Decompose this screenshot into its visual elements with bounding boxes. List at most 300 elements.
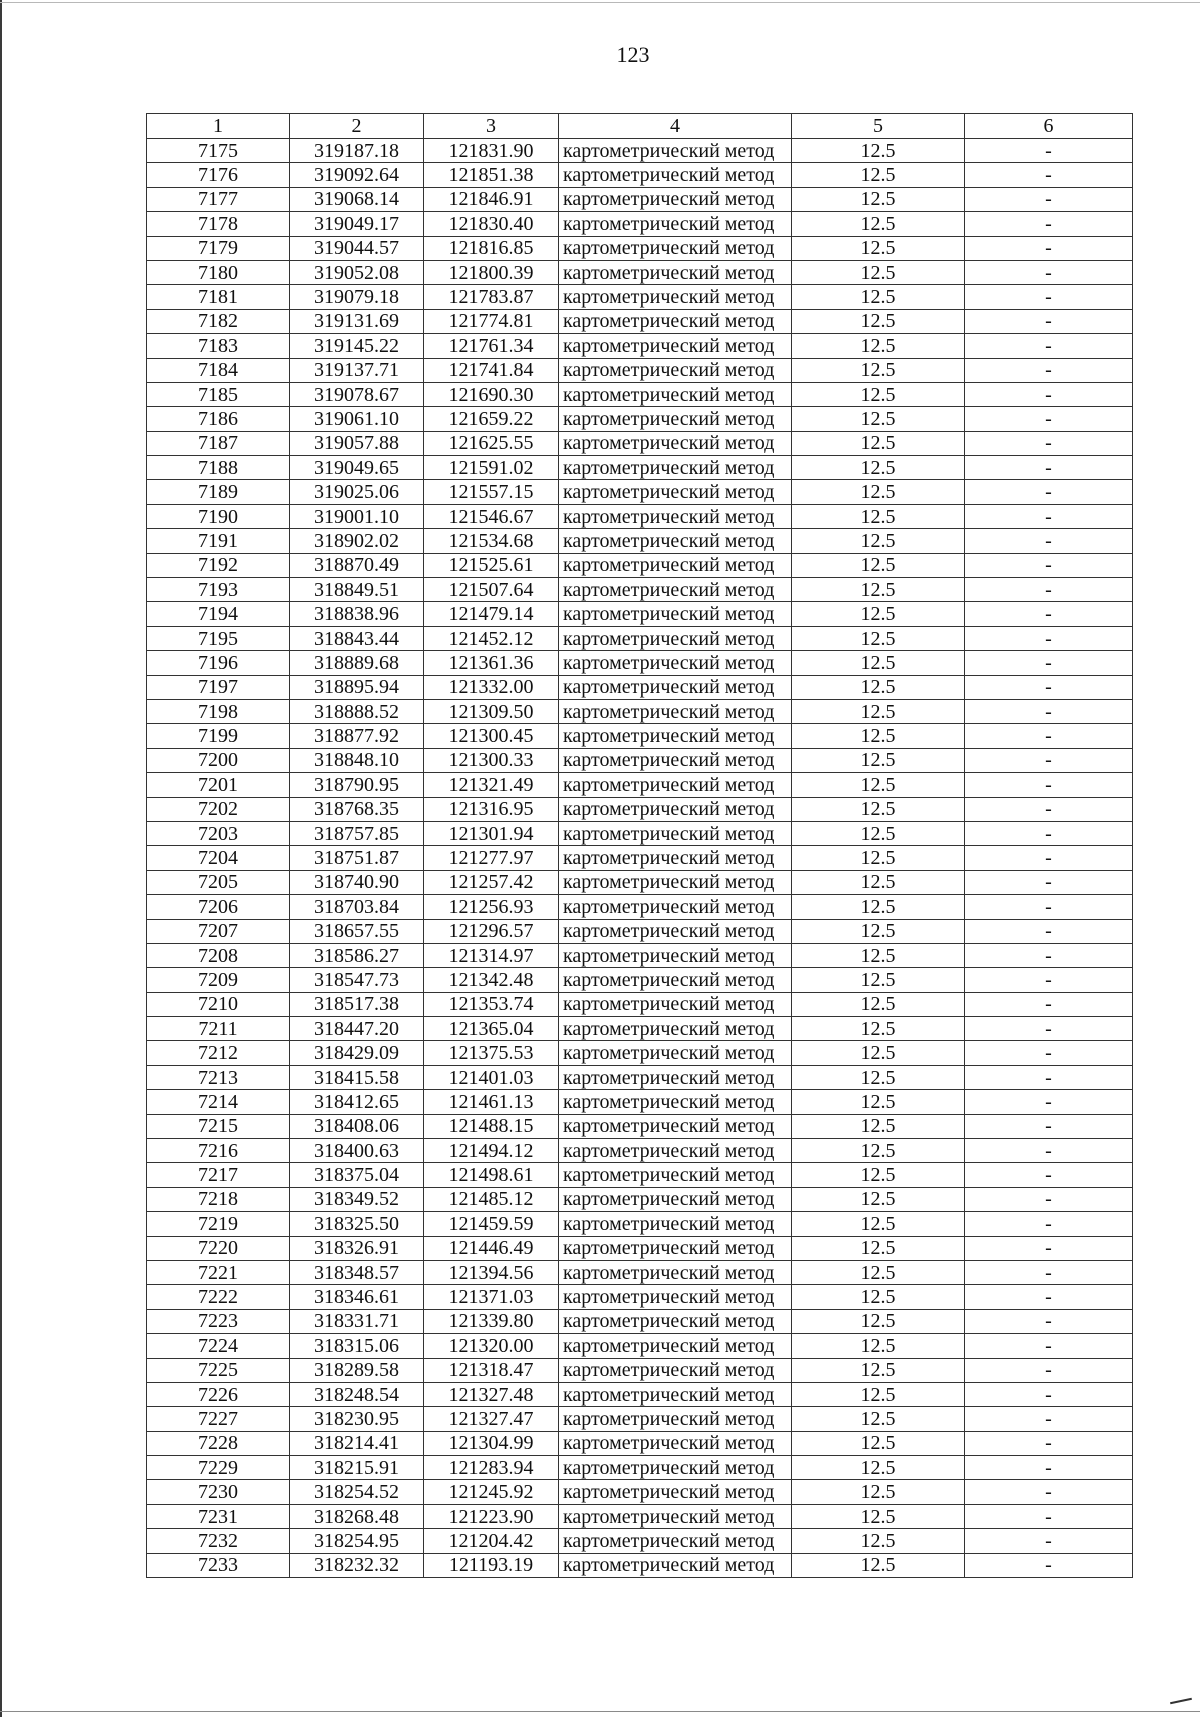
cell-description: - (965, 1212, 1133, 1236)
cell-point-number: 7185 (147, 382, 290, 406)
cell-point-number: 7230 (147, 1480, 290, 1504)
header-col-3: 3 (424, 114, 559, 139)
cell-description: - (965, 1187, 1133, 1211)
table-row (147, 358, 1133, 382)
table-row (147, 1309, 1133, 1333)
cell-accuracy: 12.5 (792, 1407, 965, 1431)
page-number: 123 (616, 42, 650, 67)
cell-method: картометрический метод (559, 1041, 792, 1065)
table-row (147, 1114, 1133, 1138)
cell-y-coordinate: 121371.03 (424, 1285, 559, 1309)
cell-y-coordinate: 121277.97 (424, 846, 559, 870)
cell-method: картометрический метод (559, 1431, 792, 1455)
cell-y-coordinate: 121851.38 (424, 163, 559, 187)
cell-description: - (965, 1407, 1133, 1431)
cell-method: картометрический метод (559, 309, 792, 333)
cell-method: картометрический метод (559, 748, 792, 772)
cell-x-coordinate: 318325.50 (290, 1212, 424, 1236)
cell-y-coordinate: 121690.30 (424, 382, 559, 406)
table-row (147, 212, 1133, 236)
cell-point-number: 7180 (147, 260, 290, 284)
cell-accuracy: 12.5 (792, 1480, 965, 1504)
cell-x-coordinate: 319057.88 (290, 431, 424, 455)
cell-point-number: 7200 (147, 748, 290, 772)
cell-method: картометрический метод (559, 236, 792, 260)
cell-point-number: 7232 (147, 1529, 290, 1553)
cell-accuracy: 12.5 (792, 529, 965, 553)
cell-method: картометрический метод (559, 1090, 792, 1114)
cell-method: картометрический метод (559, 1334, 792, 1358)
cell-accuracy: 12.5 (792, 334, 965, 358)
cell-y-coordinate: 121783.87 (424, 285, 559, 309)
cell-accuracy: 12.5 (792, 1260, 965, 1284)
table-row (147, 992, 1133, 1016)
table-row (147, 1212, 1133, 1236)
cell-y-coordinate: 121245.92 (424, 1480, 559, 1504)
cell-accuracy: 12.5 (792, 260, 965, 284)
cell-accuracy: 12.5 (792, 358, 965, 382)
cell-y-coordinate: 121283.94 (424, 1456, 559, 1480)
cell-x-coordinate: 318740.90 (290, 870, 424, 894)
table-row (147, 968, 1133, 992)
cell-x-coordinate: 318289.58 (290, 1358, 424, 1382)
cell-point-number: 7205 (147, 870, 290, 894)
cell-accuracy: 12.5 (792, 895, 965, 919)
cell-description: - (965, 870, 1133, 894)
cell-x-coordinate: 319049.17 (290, 212, 424, 236)
cell-x-coordinate: 319078.67 (290, 382, 424, 406)
cell-point-number: 7217 (147, 1163, 290, 1187)
cell-method: картометрический метод (559, 553, 792, 577)
cell-point-number: 7209 (147, 968, 290, 992)
cell-accuracy: 12.5 (792, 1529, 965, 1553)
cell-method: картометрический метод (559, 578, 792, 602)
cell-y-coordinate: 121625.55 (424, 431, 559, 455)
cell-accuracy: 12.5 (792, 626, 965, 650)
cell-description: - (965, 1456, 1133, 1480)
cell-x-coordinate: 318517.38 (290, 992, 424, 1016)
cell-description: - (965, 1139, 1133, 1163)
cell-method: картометрический метод (559, 407, 792, 431)
cell-x-coordinate: 318843.44 (290, 626, 424, 650)
cell-method: картометрический метод (559, 821, 792, 845)
cell-accuracy: 12.5 (792, 578, 965, 602)
table-row (147, 895, 1133, 919)
cell-point-number: 7195 (147, 626, 290, 650)
table-row (147, 675, 1133, 699)
cell-accuracy: 12.5 (792, 456, 965, 480)
cell-method: картометрический метод (559, 1114, 792, 1138)
cell-method: картометрический метод (559, 504, 792, 528)
header-col-1: 1 (147, 114, 290, 139)
cell-x-coordinate: 318889.68 (290, 651, 424, 675)
cell-x-coordinate: 318254.95 (290, 1529, 424, 1553)
cell-description: - (965, 1334, 1133, 1358)
cell-point-number: 7227 (147, 1407, 290, 1431)
table-row (147, 187, 1133, 211)
table-row (147, 1431, 1133, 1455)
cell-accuracy: 12.5 (792, 1017, 965, 1041)
cell-accuracy: 12.5 (792, 1041, 965, 1065)
cell-y-coordinate: 121488.15 (424, 1114, 559, 1138)
cell-accuracy: 12.5 (792, 1090, 965, 1114)
table-row (147, 1358, 1133, 1382)
cell-method: картометрический метод (559, 187, 792, 211)
cell-x-coordinate: 319044.57 (290, 236, 424, 260)
cell-point-number: 7233 (147, 1553, 290, 1577)
cell-x-coordinate: 318408.06 (290, 1114, 424, 1138)
cell-x-coordinate: 318415.58 (290, 1065, 424, 1089)
cell-accuracy: 12.5 (792, 1334, 965, 1358)
cell-accuracy: 12.5 (792, 187, 965, 211)
cell-accuracy: 12.5 (792, 163, 965, 187)
cell-y-coordinate: 121327.47 (424, 1407, 559, 1431)
cell-method: картометрический метод (559, 870, 792, 894)
cell-description: - (965, 1504, 1133, 1528)
cell-method: картометрический метод (559, 992, 792, 1016)
cell-method: картометрический метод (559, 943, 792, 967)
cell-point-number: 7190 (147, 504, 290, 528)
cell-method: картометрический метод (559, 651, 792, 675)
cell-description: - (965, 821, 1133, 845)
cell-accuracy: 12.5 (792, 699, 965, 723)
cell-method: картометрический метод (559, 212, 792, 236)
cell-y-coordinate: 121459.59 (424, 1212, 559, 1236)
cell-y-coordinate: 121257.42 (424, 870, 559, 894)
cell-x-coordinate: 318315.06 (290, 1334, 424, 1358)
cell-x-coordinate: 319137.71 (290, 358, 424, 382)
cell-description: - (965, 553, 1133, 577)
cell-accuracy: 12.5 (792, 1139, 965, 1163)
cell-point-number: 7212 (147, 1041, 290, 1065)
cell-description: - (965, 212, 1133, 236)
table-row (147, 456, 1133, 480)
cell-method: картометрический метод (559, 260, 792, 284)
cell-description: - (965, 187, 1133, 211)
cell-accuracy: 12.5 (792, 309, 965, 333)
cell-point-number: 7175 (147, 139, 290, 163)
cell-description: - (965, 773, 1133, 797)
table-row (147, 1090, 1133, 1114)
cell-y-coordinate: 121507.64 (424, 578, 559, 602)
cell-accuracy: 12.5 (792, 748, 965, 772)
cell-accuracy: 12.5 (792, 1163, 965, 1187)
cell-description: - (965, 480, 1133, 504)
cell-method: картометрический метод (559, 1309, 792, 1333)
cell-accuracy: 12.5 (792, 870, 965, 894)
header-row (147, 114, 1133, 139)
cell-description: - (965, 407, 1133, 431)
cell-accuracy: 12.5 (792, 553, 965, 577)
cell-x-coordinate: 318768.35 (290, 797, 424, 821)
cell-method: картометрический метод (559, 675, 792, 699)
cell-accuracy: 12.5 (792, 1065, 965, 1089)
cell-point-number: 7202 (147, 797, 290, 821)
cell-point-number: 7220 (147, 1236, 290, 1260)
cell-method: картометрический метод (559, 139, 792, 163)
table-row (147, 919, 1133, 943)
header-col-2: 2 (290, 114, 424, 139)
cell-description: - (965, 1309, 1133, 1333)
cell-y-coordinate: 121774.81 (424, 309, 559, 333)
cell-point-number: 7194 (147, 602, 290, 626)
cell-x-coordinate: 318888.52 (290, 699, 424, 723)
cell-point-number: 7178 (147, 212, 290, 236)
cell-method: картометрический метод (559, 1456, 792, 1480)
cell-point-number: 7186 (147, 407, 290, 431)
table-row (147, 504, 1133, 528)
cell-description: - (965, 797, 1133, 821)
cell-method: картометрический метод (559, 1553, 792, 1577)
cell-accuracy: 12.5 (792, 821, 965, 845)
table-row (147, 1065, 1133, 1089)
cell-y-coordinate: 121365.04 (424, 1017, 559, 1041)
cell-method: картометрический метод (559, 846, 792, 870)
cell-description: - (965, 1260, 1133, 1284)
cell-x-coordinate: 319079.18 (290, 285, 424, 309)
cell-description: - (965, 504, 1133, 528)
cell-x-coordinate: 318412.65 (290, 1090, 424, 1114)
cell-method: картометрический метод (559, 724, 792, 748)
cell-description: - (965, 163, 1133, 187)
cell-y-coordinate: 121494.12 (424, 1139, 559, 1163)
cell-x-coordinate: 319131.69 (290, 309, 424, 333)
cell-method: картометрический метод (559, 1382, 792, 1406)
cell-description: - (965, 626, 1133, 650)
table-row (147, 1553, 1133, 1577)
cell-point-number: 7203 (147, 821, 290, 845)
cell-point-number: 7213 (147, 1065, 290, 1089)
cell-description: - (965, 260, 1133, 284)
cell-point-number: 7191 (147, 529, 290, 553)
scan-mark (1170, 1698, 1192, 1705)
cell-accuracy: 12.5 (792, 212, 965, 236)
cell-x-coordinate: 319052.08 (290, 260, 424, 284)
cell-description: - (965, 358, 1133, 382)
cell-x-coordinate: 318331.71 (290, 1309, 424, 1333)
cell-accuracy: 12.5 (792, 943, 965, 967)
cell-point-number: 7226 (147, 1382, 290, 1406)
cell-method: картометрический метод (559, 1358, 792, 1382)
cell-x-coordinate: 318902.02 (290, 529, 424, 553)
cell-description: - (965, 1382, 1133, 1406)
cell-y-coordinate: 121816.85 (424, 236, 559, 260)
cell-y-coordinate: 121479.14 (424, 602, 559, 626)
cell-accuracy: 12.5 (792, 1431, 965, 1455)
cell-x-coordinate: 318447.20 (290, 1017, 424, 1041)
cell-point-number: 7207 (147, 919, 290, 943)
table-row (147, 382, 1133, 406)
cell-method: картометрический метод (559, 382, 792, 406)
cell-point-number: 7206 (147, 895, 290, 919)
cell-y-coordinate: 121534.68 (424, 529, 559, 553)
table-row (147, 1529, 1133, 1553)
cell-point-number: 7214 (147, 1090, 290, 1114)
table-row (147, 309, 1133, 333)
cell-accuracy: 12.5 (792, 285, 965, 309)
cell-x-coordinate: 318268.48 (290, 1504, 424, 1528)
cell-method: картометрический метод (559, 431, 792, 455)
cell-accuracy: 12.5 (792, 1236, 965, 1260)
cell-method: картометрический метод (559, 1260, 792, 1284)
cell-point-number: 7211 (147, 1017, 290, 1041)
cell-point-number: 7181 (147, 285, 290, 309)
cell-accuracy: 12.5 (792, 1553, 965, 1577)
cell-y-coordinate: 121591.02 (424, 456, 559, 480)
cell-x-coordinate: 319001.10 (290, 504, 424, 528)
cell-point-number: 7222 (147, 1285, 290, 1309)
cell-description: - (965, 724, 1133, 748)
cell-description: - (965, 529, 1133, 553)
cell-method: картометрический метод (559, 358, 792, 382)
cell-method: картометрический метод (559, 1017, 792, 1041)
cell-accuracy: 12.5 (792, 1114, 965, 1138)
table-row (147, 407, 1133, 431)
cell-point-number: 7179 (147, 236, 290, 260)
cell-accuracy: 12.5 (792, 675, 965, 699)
table-row (147, 480, 1133, 504)
cell-description: - (965, 1358, 1133, 1382)
cell-method: картометрический метод (559, 1407, 792, 1431)
cell-point-number: 7221 (147, 1260, 290, 1284)
cell-accuracy: 12.5 (792, 724, 965, 748)
cell-point-number: 7231 (147, 1504, 290, 1528)
cell-point-number: 7198 (147, 699, 290, 723)
cell-description: - (965, 431, 1133, 455)
table-header (147, 114, 1133, 139)
cell-method: картометрический метод (559, 895, 792, 919)
cell-description: - (965, 1236, 1133, 1260)
table-row (147, 1480, 1133, 1504)
cell-y-coordinate: 121831.90 (424, 139, 559, 163)
cell-point-number: 7210 (147, 992, 290, 1016)
cell-y-coordinate: 121300.45 (424, 724, 559, 748)
cell-description: - (965, 1090, 1133, 1114)
cell-accuracy: 12.5 (792, 602, 965, 626)
cell-description: - (965, 602, 1133, 626)
cell-x-coordinate: 318547.73 (290, 968, 424, 992)
cell-description: - (965, 1431, 1133, 1455)
cell-accuracy: 12.5 (792, 480, 965, 504)
cell-x-coordinate: 318375.04 (290, 1163, 424, 1187)
cell-description: - (965, 578, 1133, 602)
cell-description: - (965, 382, 1133, 406)
cell-point-number: 7218 (147, 1187, 290, 1211)
cell-point-number: 7184 (147, 358, 290, 382)
cell-y-coordinate: 121300.33 (424, 748, 559, 772)
table-row (147, 1382, 1133, 1406)
cell-accuracy: 12.5 (792, 846, 965, 870)
cell-y-coordinate: 121318.47 (424, 1358, 559, 1382)
cell-method: картометрический метод (559, 1139, 792, 1163)
cell-y-coordinate: 121327.48 (424, 1382, 559, 1406)
cell-x-coordinate: 319092.64 (290, 163, 424, 187)
cell-point-number: 7193 (147, 578, 290, 602)
cell-x-coordinate: 319025.06 (290, 480, 424, 504)
table-row (147, 748, 1133, 772)
cell-accuracy: 12.5 (792, 651, 965, 675)
cell-y-coordinate: 121361.36 (424, 651, 559, 675)
table-row (147, 1334, 1133, 1358)
cell-description: - (965, 992, 1133, 1016)
cell-y-coordinate: 121461.13 (424, 1090, 559, 1114)
table-row (147, 943, 1133, 967)
table-row (147, 724, 1133, 748)
cell-method: картометрический метод (559, 456, 792, 480)
table-row (147, 285, 1133, 309)
cell-description: - (965, 651, 1133, 675)
cell-accuracy: 12.5 (792, 407, 965, 431)
cell-x-coordinate: 318248.54 (290, 1382, 424, 1406)
table-row (147, 773, 1133, 797)
cell-accuracy: 12.5 (792, 919, 965, 943)
cell-description: - (965, 699, 1133, 723)
cell-point-number: 7183 (147, 334, 290, 358)
scan-edge-left (0, 0, 2, 1717)
cell-point-number: 7224 (147, 1334, 290, 1358)
cell-x-coordinate: 319187.18 (290, 139, 424, 163)
cell-y-coordinate: 121320.00 (424, 1334, 559, 1358)
cell-x-coordinate: 318790.95 (290, 773, 424, 797)
cell-y-coordinate: 121446.49 (424, 1236, 559, 1260)
cell-description: - (965, 1553, 1133, 1577)
cell-point-number: 7216 (147, 1139, 290, 1163)
cell-y-coordinate: 121546.67 (424, 504, 559, 528)
cell-description: - (965, 456, 1133, 480)
cell-x-coordinate: 318230.95 (290, 1407, 424, 1431)
cell-x-coordinate: 318586.27 (290, 943, 424, 967)
cell-accuracy: 12.5 (792, 1187, 965, 1211)
cell-accuracy: 12.5 (792, 382, 965, 406)
cell-point-number: 7228 (147, 1431, 290, 1455)
cell-y-coordinate: 121741.84 (424, 358, 559, 382)
cell-method: картометрический метод (559, 1065, 792, 1089)
cell-accuracy: 12.5 (792, 1285, 965, 1309)
table-row (147, 626, 1133, 650)
cell-method: картометрический метод (559, 529, 792, 553)
cell-point-number: 7201 (147, 773, 290, 797)
cell-y-coordinate: 121304.99 (424, 1431, 559, 1455)
cell-x-coordinate: 319068.14 (290, 187, 424, 211)
coordinates-table (146, 113, 1133, 1578)
cell-point-number: 7204 (147, 846, 290, 870)
cell-accuracy: 12.5 (792, 1456, 965, 1480)
table-row (147, 651, 1133, 675)
cell-method: картометрический метод (559, 1285, 792, 1309)
cell-x-coordinate: 318429.09 (290, 1041, 424, 1065)
cell-description: - (965, 236, 1133, 260)
cell-point-number: 7208 (147, 943, 290, 967)
cell-description: - (965, 1114, 1133, 1138)
cell-x-coordinate: 319049.65 (290, 456, 424, 480)
table-row (147, 529, 1133, 553)
cell-y-coordinate: 121321.49 (424, 773, 559, 797)
cell-y-coordinate: 121452.12 (424, 626, 559, 650)
cell-point-number: 7229 (147, 1456, 290, 1480)
cell-x-coordinate: 318877.92 (290, 724, 424, 748)
cell-y-coordinate: 121332.00 (424, 675, 559, 699)
cell-accuracy: 12.5 (792, 139, 965, 163)
cell-x-coordinate: 318232.32 (290, 1553, 424, 1577)
cell-y-coordinate: 121394.56 (424, 1260, 559, 1284)
cell-description: - (965, 1017, 1133, 1041)
cell-y-coordinate: 121761.34 (424, 334, 559, 358)
cell-description: - (965, 1529, 1133, 1553)
cell-method: картометрический метод (559, 480, 792, 504)
cell-accuracy: 12.5 (792, 1212, 965, 1236)
table-row (147, 699, 1133, 723)
cell-y-coordinate: 121316.95 (424, 797, 559, 821)
